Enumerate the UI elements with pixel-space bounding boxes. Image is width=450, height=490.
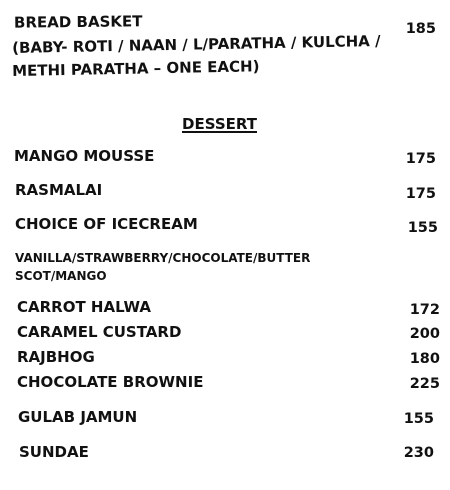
menu-item-name: CHOICE OF ICECREAM (15, 215, 198, 233)
bread-basket-name: BREAD BASKET (13, 12, 143, 32)
icecream-flavours-line1: VANILLA/STRAWBERRY/CHOCOLATE/BUTTER (15, 251, 311, 265)
icecream-flavours-line2: SCOT/MANGO (15, 269, 107, 283)
menu-item-price: 200 (409, 326, 440, 342)
menu-item-price: 225 (409, 376, 440, 392)
menu-item-price: 155 (403, 411, 434, 427)
menu-item-name: CARROT HALWA (17, 298, 151, 316)
bread-basket-price: 185 (405, 21, 436, 37)
section-heading-dessert: DESSERT (182, 115, 257, 133)
menu-item-name: MANGO MOUSSE (14, 147, 155, 165)
menu-item-price: 230 (403, 445, 434, 461)
menu-item-name: CARAMEL CUSTARD (17, 323, 182, 341)
menu-item-name: RAJBHOG (17, 348, 95, 366)
menu-item-price: 155 (407, 220, 438, 236)
menu-item-name: CHOCOLATE BROWNIE (17, 373, 204, 391)
bread-basket-desc-line2: METHI PARATHA – ONE EACH) (11, 57, 260, 80)
menu-item-price: 175 (405, 186, 436, 202)
menu-item-name: RASMALAI (15, 181, 103, 199)
menu-item-name: SUNDAE (19, 443, 89, 461)
bread-basket-desc-line1: (BABY- ROTI / NAAN / L/PARATHA / KULCHA / (11, 31, 381, 57)
menu-item-price: 180 (409, 351, 440, 367)
menu-item-price: 172 (409, 302, 440, 318)
menu-item-price: 175 (405, 151, 436, 167)
menu-item-name: GULAB JAMUN (18, 408, 138, 426)
